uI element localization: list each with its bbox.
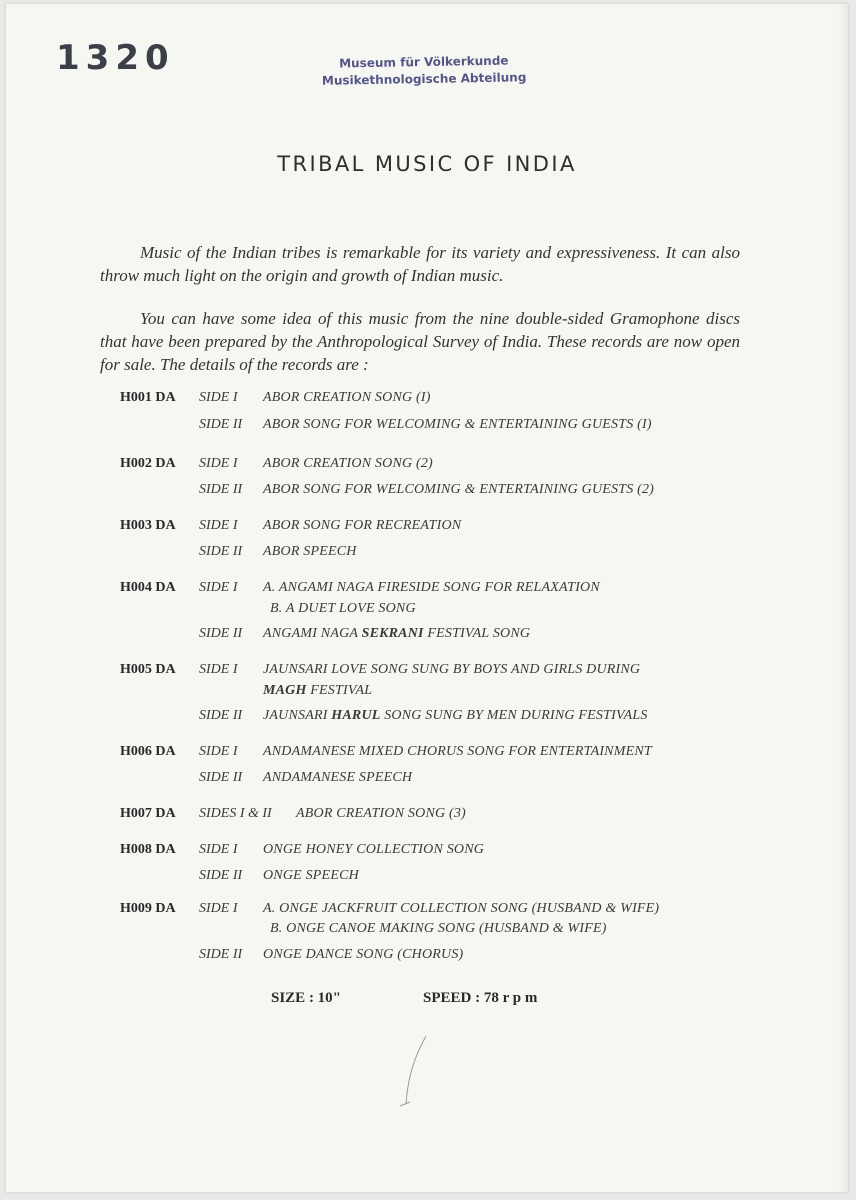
intro-paragraph-2: You can have some idea of this music from the nine double-sided Gramophone discs that have been prepared by the Anthropological Survey of India. These records are now open for sale. The details of the records are : xyxy=(100,309,740,374)
record-code: H002 DA xyxy=(120,456,176,471)
song-title: A. ANGAMI NAGA FIRESIDE SONG FOR RELAXATION xyxy=(263,580,600,595)
record-code: H005 DA xyxy=(120,662,176,677)
side-label: SIDE I xyxy=(199,744,238,759)
record-code: H001 DA xyxy=(120,390,176,405)
song-title: A. ONGE JACKFRUIT COLLECTION SONG (HUSBAND & WIFE) xyxy=(263,901,660,916)
museum-stamp xyxy=(304,52,545,90)
disc-speed: SPEED : 78 r p m xyxy=(423,990,538,1006)
record-code: H008 DA xyxy=(120,842,176,857)
side-label: SIDE II xyxy=(199,947,243,962)
document-page xyxy=(6,4,848,1192)
song-title: ANDAMANESE SPEECH xyxy=(263,770,413,785)
record-code: H006 DA xyxy=(120,744,176,759)
song-title: ABOR SONG FOR RECREATION xyxy=(263,518,462,533)
song-title: MAGH FESTIVAL xyxy=(263,683,373,698)
side-label: SIDE II xyxy=(199,770,243,785)
record-code: H007 DA xyxy=(120,806,176,821)
side-label: SIDE I xyxy=(199,842,238,857)
side-label: SIDE I xyxy=(199,901,238,916)
pencil-mark-icon xyxy=(386,1034,446,1124)
side-label: SIDE II xyxy=(199,708,243,723)
song-title: ONGE DANCE SONG (CHORUS) xyxy=(263,947,464,962)
side-label: SIDE I xyxy=(199,662,238,677)
song-title: ABOR CREATION SONG (3) xyxy=(296,806,466,821)
song-title: B. ONGE CANOE MAKING SONG (HUSBAND & WIFE) xyxy=(270,921,607,936)
page-title: TRIBAL MUSIC OF INDIA xyxy=(277,152,577,176)
song-title: ABOR SONG FOR WELCOMING & ENTERTAINING GUESTS (I) xyxy=(263,417,652,432)
side-label: SIDE II xyxy=(199,482,243,497)
song-title: ANDAMANESE MIXED CHORUS SONG FOR ENTERTAINMENT xyxy=(263,744,652,759)
side-label: SIDE I xyxy=(199,390,238,405)
song-title: ABOR SONG FOR WELCOMING & ENTERTAINING GUESTS (2) xyxy=(263,482,655,497)
song-title: JAUNSARI HARUL SONG SUNG BY MEN DURING FESTIVALS xyxy=(263,708,648,723)
side-label: SIDE I xyxy=(199,580,238,595)
side-label: SIDE II xyxy=(199,544,243,559)
side-label: SIDE I xyxy=(199,518,238,533)
catalog-number: 1320 xyxy=(56,38,175,78)
side-label: SIDE II xyxy=(199,868,243,883)
page-edge-shadow xyxy=(838,4,848,1192)
disc-size: SIZE : 10" xyxy=(271,990,342,1006)
side-label: SIDE II xyxy=(199,417,243,432)
song-title: JAUNSARI LOVE SONG SUNG BY BOYS AND GIRLS DURING xyxy=(263,662,641,677)
song-title: ANGAMI NAGA SEKRANI FESTIVAL SONG xyxy=(263,626,531,641)
intro-paragraph-1: Music of the Indian tribes is remarkable for its variety and expressiveness. It can also throw much light on the origin and growth of Indian music. xyxy=(100,243,740,285)
side-label: SIDE II xyxy=(199,626,243,641)
stamp-line-1: Museum für Völkerkunde xyxy=(339,53,509,71)
song-title: B. A DUET LOVE SONG xyxy=(270,601,416,616)
song-title: ABOR SPEECH xyxy=(263,544,357,559)
stamp-line-2: Musikethnologische Abteilung xyxy=(321,70,527,88)
side-label: SIDES I & II xyxy=(199,806,272,821)
record-code: H003 DA xyxy=(120,518,176,533)
record-code: H004 DA xyxy=(120,580,176,595)
song-title: ABOR CREATION SONG (I) xyxy=(263,390,431,405)
song-title: ONGE SPEECH xyxy=(263,868,359,883)
song-title: ABOR CREATION SONG (2) xyxy=(263,456,433,471)
record-code: H009 DA xyxy=(120,901,176,916)
song-title: ONGE HONEY COLLECTION SONG xyxy=(263,842,485,857)
side-label: SIDE I xyxy=(199,456,238,471)
